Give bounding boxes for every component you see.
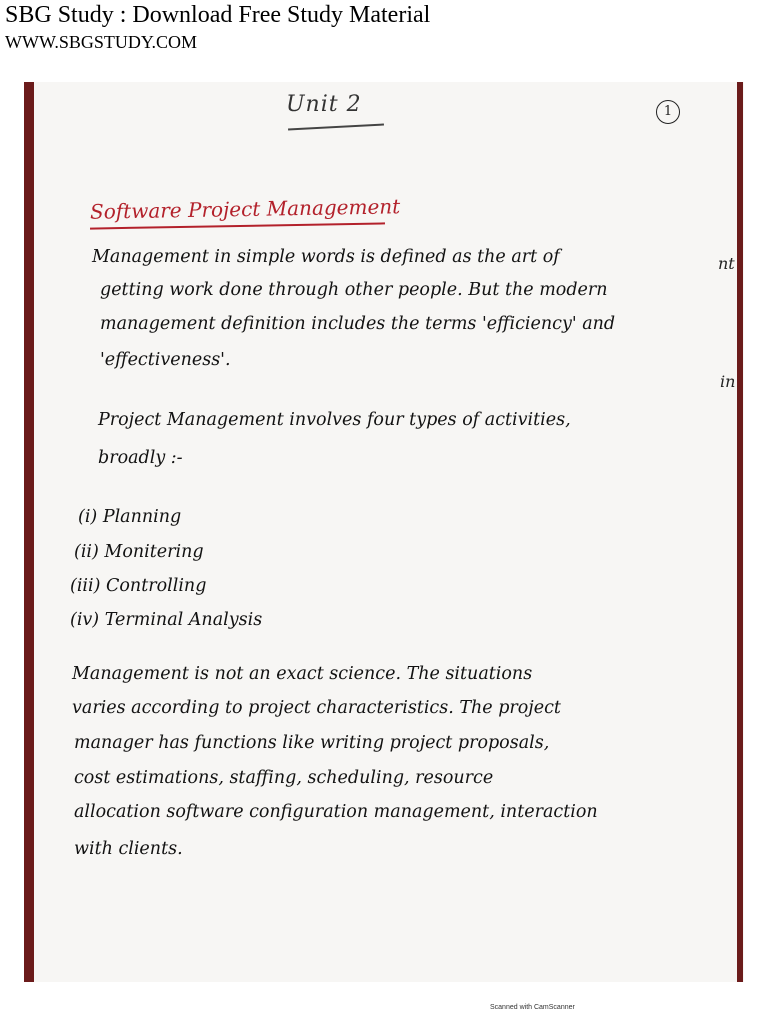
- scanned-page: [24, 82, 744, 982]
- handwritten-note: [24, 82, 744, 982]
- paragraph-line: with clients.: [74, 839, 183, 859]
- unit-title-underline: [288, 123, 384, 130]
- activity-item: (ii) Monitering: [74, 542, 204, 562]
- paragraph-line: varies according to project characteristics. The project: [72, 698, 561, 718]
- scanner-watermark: Scanned with CamScanner: [490, 1004, 575, 1011]
- page-number: 1: [656, 100, 680, 124]
- paragraph-line: Management in simple words is defined as the art of: [92, 247, 560, 267]
- site-url: WWW.SBGSTUDY.COM: [5, 32, 198, 52]
- paragraph-line: allocation software configuration management, interaction: [74, 802, 598, 822]
- paragraph-line: Project Management involves four types of activities,: [98, 410, 571, 430]
- paragraph-line: getting work done through other people. But the modern: [100, 280, 608, 300]
- paragraph-line: broadly :-: [98, 448, 183, 468]
- page-edge-left: [24, 82, 34, 982]
- activity-item: (iii) Controlling: [70, 576, 207, 596]
- activity-item: (i) Planning: [78, 507, 182, 527]
- page-edge-right: [737, 82, 743, 982]
- unit-title: Unit 2: [286, 92, 362, 117]
- activity-item: (iv) Terminal Analysis: [70, 610, 263, 630]
- paragraph-line: cost estimations, staffing, scheduling, resource: [74, 768, 494, 788]
- paragraph-line: 'effectiveness'.: [100, 350, 231, 370]
- margin-fragment: in: [720, 372, 736, 391]
- margin-fragment: nt: [718, 254, 735, 273]
- section-title-underline: [90, 222, 385, 229]
- section-title: Software Project Management: [89, 194, 401, 224]
- paragraph-line: management definition includes the terms 'efficiency' and: [100, 314, 616, 334]
- paragraph-line: Management is not an exact science. The situations: [72, 664, 533, 684]
- site-title: SBG Study : Download Free Study Material: [5, 2, 431, 28]
- paragraph-line: manager has functions like writing project proposals,: [74, 733, 550, 753]
